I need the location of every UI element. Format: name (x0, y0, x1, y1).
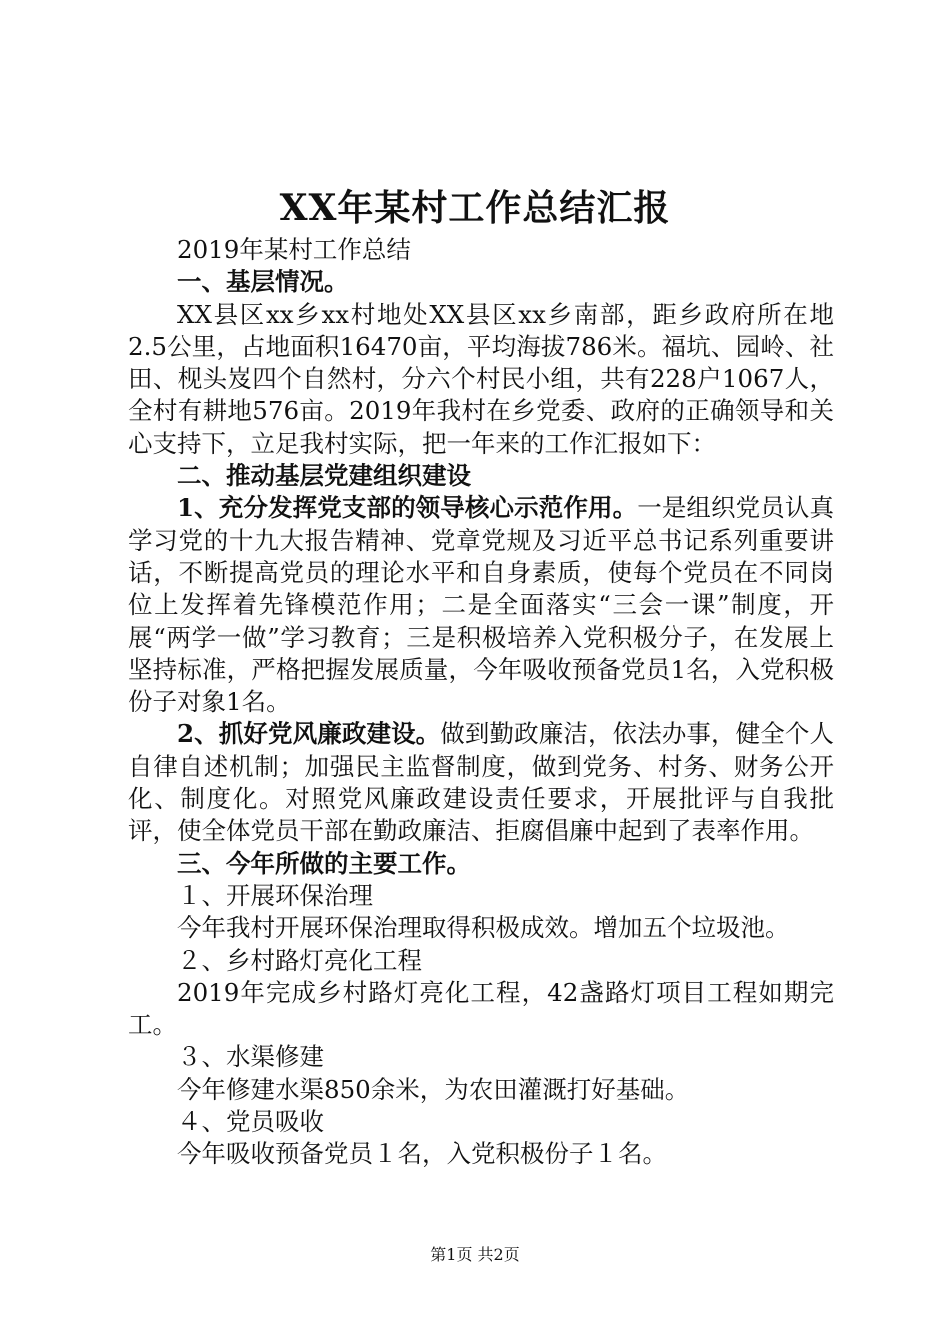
work-item-title: １、开展环保治理 (177, 880, 373, 910)
section-heading-2: 二、推动基层党建组织建设 (177, 461, 471, 491)
paragraph-subtitle: 2019年某村工作总结 (177, 235, 411, 264)
work-item-detail: 2019年完成乡村路灯亮化工程，42盏路灯项目工程如期完工。 (128, 977, 834, 1040)
work-item-title: ４、党员吸收 (177, 1107, 324, 1137)
document-title: XX年某村工作总结汇报 (279, 187, 671, 229)
paragraph-lead: 1、充分发挥党支部的领导核心示范作用。 (177, 493, 638, 523)
paragraph-clean-governance: 2、抓好党风廉政建设。做到勤政廉洁，依法办事，健全个人自律自述机制；加强民主监督制度，做到党务、村务、财务公开化、制度化。对照党风廉政建设责任要求，开展批评与自我批评，使全体党员干部在勤政廉洁、拒腐倡廉中起到了表率作用。 (128, 719, 834, 846)
paragraph-lead: 2、抓好党风廉政建设。 (177, 719, 441, 749)
document-body (128, 234, 834, 1171)
paragraph-basic-info: XX县区xx乡xx村地处XX县区xx乡南部，距乡政府所在地2.5公里，占地面积16470亩，平均海拔786米。福坑、园岭、社田、枧头岌四个自然村，分六个村民小组，共有228户1067人，全村有耕地576亩。2019年我村在乡党委、政府的正确领导和关心支持下，立足我村实际，把一年来的工作汇报如下： (128, 299, 834, 458)
page-footer: 第1页 共2页 (430, 1245, 520, 1264)
paragraph-party-branch: 1、充分发挥党支部的领导核心示范作用。一是组织党员认真学习党的十九大报告精神、党章党规及习近平总书记系列重要讲话，不断提高党员的理论水平和自身素质，使每个党员在不同岗位上发挥着先锋模范作用；二是全面落实“三会一课”制度，开展“两学一做”学习教育；三是积极培养入党积极分子，在发展上坚持标准，严格把握发展质量，今年吸收预备党员1名，入党积极份子对象1名。 (128, 493, 834, 717)
work-item-title: ２、乡村路灯亮化工程 (177, 945, 422, 975)
work-item-title: ３、水渠修建 (177, 1042, 324, 1072)
section-heading-3: 三、今年所做的主要工作。 (177, 848, 471, 878)
section-heading-1: 一、基层情况。 (177, 267, 349, 297)
work-item-detail: 今年修建水渠850余米，为农田灌溉打好基础。 (177, 1074, 690, 1104)
work-item-detail: 今年我村开展环保治理取得积极成效。增加五个垃圾池。 (177, 913, 790, 943)
work-item-detail: 今年吸收预备党员１名，入党积极份子１名。 (177, 1139, 667, 1169)
